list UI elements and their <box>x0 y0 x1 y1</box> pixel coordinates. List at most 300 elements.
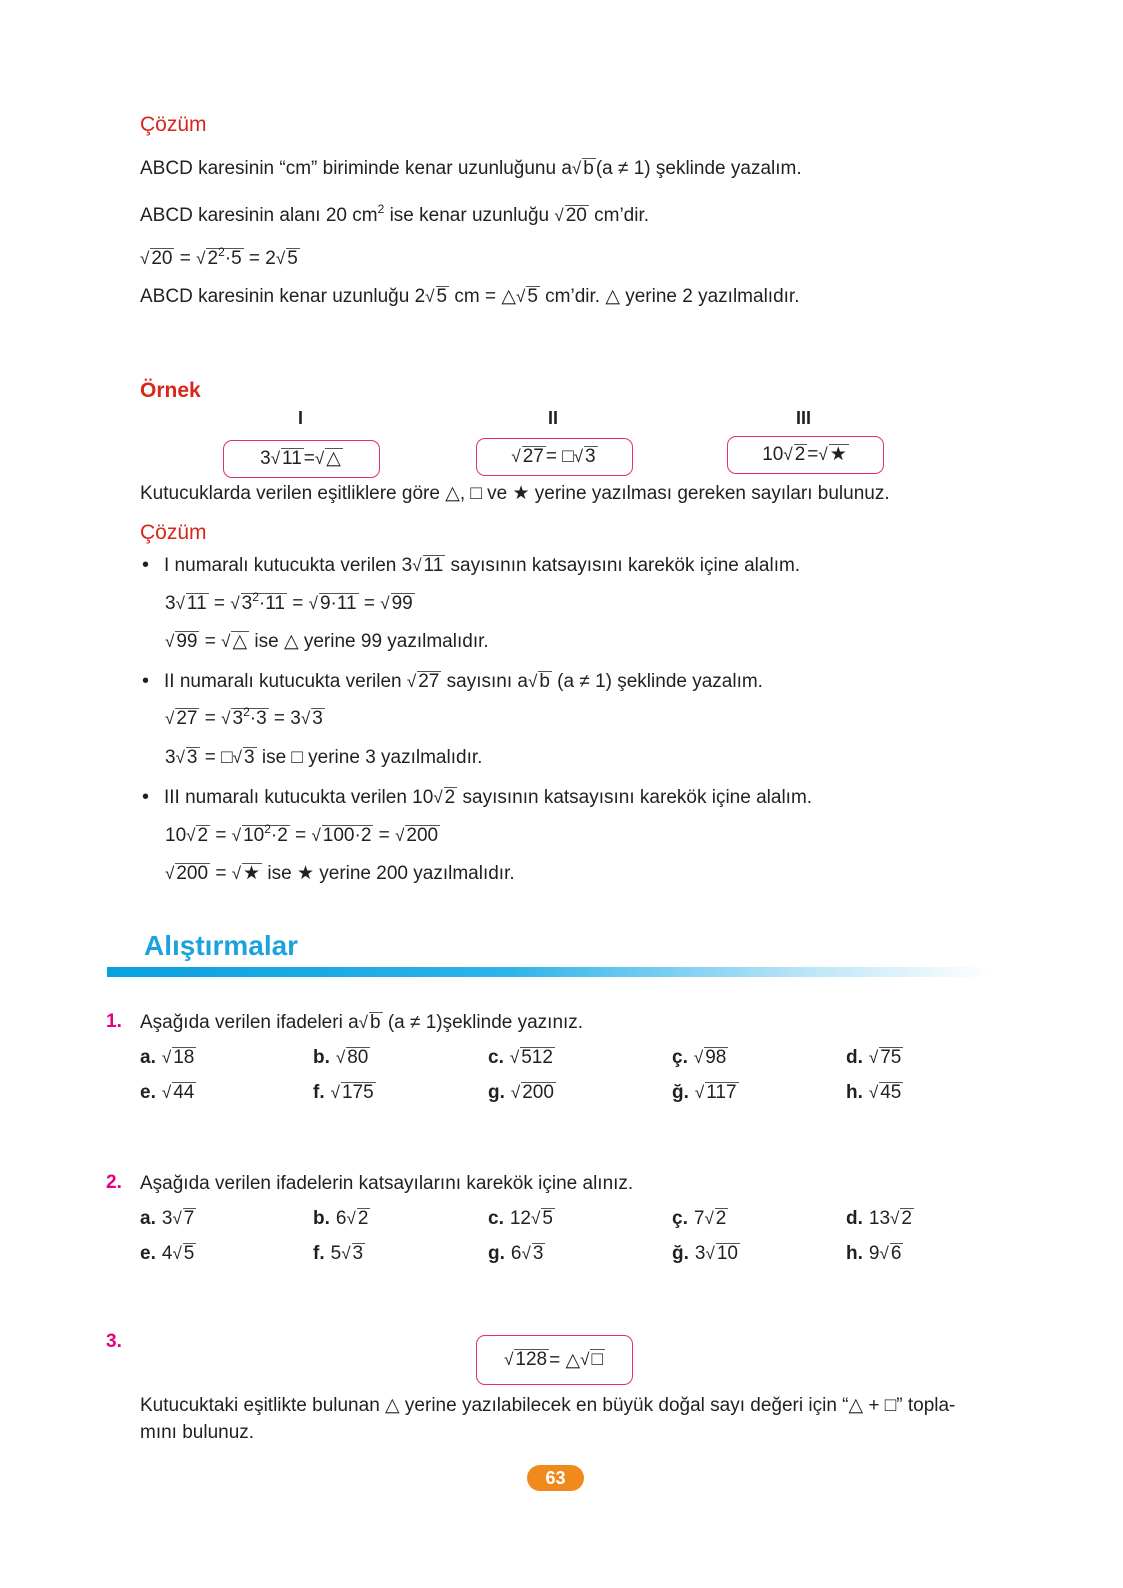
text-run: = <box>358 593 381 614</box>
square-root <box>425 285 449 309</box>
text-run: 3 <box>241 593 253 614</box>
square-root <box>869 1046 903 1070</box>
text-run: mını bulunuz. <box>140 1422 255 1443</box>
radical-sign-icon: √ <box>818 445 828 464</box>
text-run: 3 <box>312 708 323 729</box>
radical-sign-icon: √ <box>554 206 564 225</box>
square-root <box>176 746 200 770</box>
radicand <box>584 446 598 467</box>
text-run: 3 <box>352 1243 364 1264</box>
square-root <box>380 592 414 616</box>
solution-line <box>164 786 812 810</box>
radical-sign-icon: √ <box>172 1209 182 1228</box>
radical-sign-icon: √ <box>868 1083 879 1102</box>
text-run: = □ <box>199 747 233 768</box>
radical-sign-icon: √ <box>425 287 435 306</box>
radical-sign-icon: √ <box>172 1244 182 1263</box>
option-label: a. <box>140 1047 156 1068</box>
radicand <box>538 671 552 692</box>
radicand <box>243 747 257 768</box>
square-root <box>521 1242 545 1266</box>
text-run: 6 <box>510 1243 522 1264</box>
radicand <box>186 593 209 614</box>
radical-sign-icon: √ <box>175 594 185 613</box>
square-root <box>301 707 325 731</box>
text-run: = △ <box>549 1349 581 1371</box>
square-root <box>230 592 287 616</box>
exponent: 2 <box>218 245 225 259</box>
exponent: 2 <box>252 590 259 604</box>
square-root <box>140 247 174 271</box>
square-root <box>232 862 262 886</box>
radical-sign-icon: √ <box>221 709 231 728</box>
radicand <box>241 590 287 614</box>
square-root <box>695 1081 739 1105</box>
radical-sign-icon: √ <box>395 826 405 845</box>
text-run: 3 <box>165 593 176 614</box>
radicand <box>541 1208 555 1229</box>
radicand <box>242 822 290 846</box>
option-label: f. <box>313 1082 325 1103</box>
option-label: e. <box>140 1243 156 1264</box>
radicand <box>286 248 300 269</box>
square-root <box>221 707 269 731</box>
square-root <box>172 1242 196 1266</box>
radicand <box>565 205 589 226</box>
radicand <box>405 825 440 846</box>
text-run: □ <box>591 1349 603 1370</box>
option-label: ç. <box>672 1208 688 1229</box>
text-run: 3 <box>165 747 176 768</box>
radical-sign-icon: √ <box>380 594 390 613</box>
text-run: ·5 <box>224 248 242 269</box>
text-run: 9·11 <box>319 593 357 614</box>
bullet-icon: • <box>142 554 150 576</box>
option-label: g. <box>488 1243 505 1264</box>
solution-line <box>165 746 482 770</box>
example-box-2 <box>476 438 633 476</box>
text-run: sayısının katsayısını karekök içine alalım. <box>445 555 801 576</box>
option-label: f. <box>313 1243 325 1264</box>
radical-sign-icon: √ <box>705 1244 715 1263</box>
exponent: 2 <box>377 202 385 216</box>
square-root <box>572 157 596 181</box>
solution-line <box>164 670 763 694</box>
text-run: Aşağıda verilen ifadeleri a <box>140 1012 359 1033</box>
radicand <box>231 705 268 729</box>
option-label: b. <box>313 1208 330 1229</box>
text-run: 10 <box>243 825 265 846</box>
text-run: = 3 <box>268 708 301 729</box>
radicand <box>705 1082 738 1103</box>
radical-sign-icon: √ <box>230 594 240 613</box>
exercise-option <box>672 1046 728 1070</box>
option-label: ğ. <box>672 1243 689 1264</box>
radical-sign-icon: √ <box>186 826 196 845</box>
text-run: 200 <box>176 863 209 884</box>
text-run: 5 <box>542 1208 553 1229</box>
exercise-option <box>313 1046 370 1070</box>
text-run: 20 <box>151 248 173 269</box>
text-run: b <box>583 158 594 179</box>
radicand <box>231 631 249 652</box>
option-label: h. <box>846 1082 863 1103</box>
text-run: 2 <box>794 444 806 465</box>
text-run: = <box>289 825 312 846</box>
radical-sign-icon: √ <box>140 249 150 268</box>
radicand <box>186 747 200 768</box>
text-run: = 2 <box>243 248 276 269</box>
square-root <box>694 1046 728 1070</box>
text-run: △ <box>326 448 341 469</box>
text-run: III numaralı kutucukta verilen 10 <box>164 787 434 808</box>
square-root <box>165 630 199 654</box>
radicand <box>352 1243 366 1264</box>
square-root <box>311 824 373 848</box>
exercise-option <box>846 1046 903 1070</box>
text-run: 3 <box>532 1243 544 1264</box>
square-root <box>890 1207 914 1231</box>
exercise-number: 1. <box>106 1011 122 1032</box>
text-run: 100·2 <box>322 825 372 846</box>
option-label: h. <box>846 1243 863 1264</box>
option-label: a. <box>140 1208 156 1229</box>
solution-heading: Çözüm <box>140 521 207 544</box>
option-label: d. <box>846 1047 863 1068</box>
exercise-option <box>140 1242 196 1266</box>
roman-label-3: III <box>796 408 812 428</box>
exercise-prompt <box>140 1011 583 1035</box>
example-heading: Örnek <box>140 379 201 402</box>
text-run: △ <box>232 631 248 652</box>
square-root <box>433 786 457 810</box>
bullet-icon: • <box>142 670 150 692</box>
text-run: 2 <box>901 1208 912 1229</box>
text-run: 3 <box>694 1243 706 1264</box>
square-root <box>554 204 588 228</box>
radicand <box>242 863 262 884</box>
solution-line <box>140 204 649 228</box>
text-run: 3 <box>585 446 596 467</box>
radicand <box>341 1082 376 1103</box>
radical-sign-icon: √ <box>571 159 582 178</box>
square-root <box>359 1011 383 1035</box>
text-run: 2 <box>207 248 219 269</box>
text-run: = <box>208 593 231 614</box>
radicand <box>150 248 174 269</box>
square-root <box>336 1046 370 1070</box>
radical-sign-icon: √ <box>515 287 526 306</box>
radical-sign-icon: √ <box>783 445 793 464</box>
square-root <box>510 1046 555 1070</box>
text-run: cm’dir. △ yerine 2 yazılmalıdır. <box>539 286 800 307</box>
square-root <box>528 670 552 694</box>
square-root <box>172 1207 196 1231</box>
example-box-3 <box>727 436 884 474</box>
text-run: ·11 <box>258 593 285 614</box>
square-root <box>531 1207 555 1231</box>
text-run: = <box>303 448 315 469</box>
text-run: I numaralı kutucukta verilen 3 <box>164 555 413 576</box>
solution-line <box>140 247 300 271</box>
text-run: 3 <box>161 1208 173 1229</box>
text-run: 200 <box>406 825 439 846</box>
exercise-option <box>846 1207 914 1231</box>
radical-sign-icon: √ <box>509 1048 520 1067</box>
text-run: 2 <box>357 1208 369 1229</box>
radical-sign-icon: √ <box>412 556 422 575</box>
radical-sign-icon: √ <box>221 632 231 651</box>
text-run: 11 <box>186 593 207 614</box>
radicand <box>423 555 446 576</box>
solution-line <box>165 824 440 848</box>
text-run: ABCD karesinin kenar uzunluğu 2 <box>140 286 426 307</box>
radical-sign-icon: √ <box>335 1048 346 1067</box>
text-run: = <box>174 248 197 269</box>
text-run: ABCD karesinin alanı 20 cm <box>140 205 378 226</box>
text-run: 5 <box>287 248 298 269</box>
radicand <box>183 1243 197 1264</box>
bullet-icon: • <box>142 786 150 808</box>
radicand <box>715 1208 729 1229</box>
exercise-number: 2. <box>106 1172 122 1193</box>
text-run: = <box>199 708 222 729</box>
radicand <box>704 1047 728 1068</box>
text-run: = <box>807 444 819 465</box>
text-run: 9 <box>868 1243 880 1264</box>
square-root <box>233 746 257 770</box>
radicand <box>391 593 415 614</box>
radicand <box>890 1243 904 1264</box>
exercise-option <box>672 1081 739 1105</box>
square-root <box>574 446 598 468</box>
text-run: (a ≠ 1) şeklinde yazalım. <box>551 671 763 692</box>
solution-line <box>165 862 515 886</box>
text-run: ★ <box>243 863 261 884</box>
text-run: 3 <box>186 747 198 768</box>
text-run: 27 <box>418 671 440 692</box>
radical-sign-icon: √ <box>330 1083 340 1102</box>
text-run: Kutucuklarda verilen eşitliklere göre △, □ ve ★ yerine yazılması gereken sayıları bulunuz. <box>140 483 890 504</box>
option-label: ç. <box>672 1047 688 1068</box>
exercise-option <box>846 1081 903 1105</box>
square-root <box>331 1081 376 1105</box>
radical-sign-icon: √ <box>704 1209 714 1228</box>
text-run: 11 <box>423 555 444 576</box>
text-run: ise △ yerine 99 yazılmalıdır. <box>249 631 489 652</box>
radicand <box>900 1208 914 1229</box>
radical-sign-icon: √ <box>358 1013 368 1032</box>
solution-line <box>165 592 415 616</box>
radicand <box>281 448 304 469</box>
radicand <box>417 671 441 692</box>
exercise-option <box>140 1046 196 1070</box>
radicand <box>175 708 199 729</box>
text-run: cm’dir. <box>588 205 650 226</box>
exercise-text <box>140 1421 254 1445</box>
text-run: 128 <box>515 1349 548 1370</box>
text-run: 3 <box>232 708 244 729</box>
text-run: b <box>369 1012 381 1033</box>
exercise-option <box>488 1207 555 1231</box>
text-run: ★ <box>829 444 847 465</box>
radical-sign-icon: √ <box>175 748 185 767</box>
square-root <box>504 1349 549 1371</box>
radicand <box>520 1047 555 1068</box>
radicand <box>794 444 808 465</box>
option-label: g. <box>488 1082 505 1103</box>
exercise-option <box>672 1242 740 1266</box>
square-root <box>346 1207 370 1231</box>
text-run: 80 <box>347 1047 369 1068</box>
square-root <box>165 862 210 886</box>
square-root <box>232 824 290 848</box>
radical-sign-icon: √ <box>300 709 311 728</box>
text-run: sayısının katsayısını karekök içine alalım. <box>457 787 813 808</box>
radical-sign-icon: √ <box>531 1209 541 1228</box>
text-run: Kutucuktaki eşitlikte bulunan △ yerine yazılabilecek en büyük doğal sayı değeri için “△ + □” topla- <box>140 1395 956 1416</box>
option-label: e. <box>140 1082 156 1103</box>
radicand <box>879 1082 903 1103</box>
text-run: 10 <box>165 825 187 846</box>
exercise-option <box>672 1207 728 1231</box>
radicand <box>346 1047 370 1068</box>
roman-label-2: II <box>548 408 559 428</box>
radicand <box>532 1243 546 1264</box>
text-run: 117 <box>706 1082 737 1103</box>
radicand <box>444 787 458 808</box>
text-run: = <box>210 825 232 846</box>
radical-sign-icon: √ <box>433 788 443 807</box>
square-root <box>176 592 209 616</box>
radical-sign-icon: √ <box>341 1244 351 1263</box>
text-run: 5 <box>436 286 448 307</box>
square-root <box>162 1046 196 1070</box>
text-run: 5 <box>330 1243 342 1264</box>
text-run: = <box>199 631 222 652</box>
radical-sign-icon: √ <box>232 748 242 767</box>
example-question <box>140 482 890 506</box>
square-root <box>705 1242 739 1266</box>
radicand <box>369 1012 383 1033</box>
radicand <box>526 286 540 307</box>
exercise-option <box>140 1081 196 1105</box>
radical-sign-icon: √ <box>231 864 242 883</box>
radicand <box>582 158 596 179</box>
text-run: 99 <box>176 631 198 652</box>
text-run: 6 <box>335 1208 347 1229</box>
square-root <box>162 1081 196 1105</box>
exponent: 2 <box>243 705 250 719</box>
square-root <box>407 670 441 694</box>
text-run: (a ≠ 1) şeklinde yazalım. <box>595 158 802 179</box>
radical-sign-icon: √ <box>196 249 206 268</box>
square-root <box>412 554 445 578</box>
text-run: 10 <box>716 1243 738 1264</box>
text-run: 27 <box>522 446 544 467</box>
exponent: 2 <box>264 822 271 836</box>
text-run: 175 <box>341 1082 374 1103</box>
square-root <box>196 247 244 271</box>
text-run: 75 <box>880 1047 902 1068</box>
solution-line <box>165 630 489 654</box>
radical-sign-icon: √ <box>406 672 417 691</box>
text-run: 7 <box>693 1208 705 1229</box>
square-root <box>165 707 199 731</box>
text-run: 200 <box>522 1082 554 1103</box>
radical-sign-icon: √ <box>314 449 325 468</box>
text-run: 6 <box>890 1243 902 1264</box>
square-root <box>511 1081 556 1105</box>
radicand <box>514 1349 549 1370</box>
section-divider-bar <box>107 967 992 977</box>
solution-line <box>164 554 800 578</box>
radical-sign-icon: √ <box>275 249 286 268</box>
radical-sign-icon: √ <box>868 1048 879 1067</box>
text-run: 11 <box>282 448 302 469</box>
square-root <box>818 444 848 466</box>
radical-sign-icon: √ <box>161 1083 172 1102</box>
exercise-box <box>476 1335 633 1385</box>
radicand <box>716 1243 740 1264</box>
square-root <box>315 448 343 470</box>
square-root <box>869 1081 903 1105</box>
radicand <box>357 1208 371 1229</box>
radicand <box>172 1047 196 1068</box>
radicand <box>829 444 849 465</box>
radicand <box>196 825 210 846</box>
text-run: ise □ yerine 3 yazılmalıdır. <box>256 747 483 768</box>
text-run: 20 <box>565 205 587 226</box>
text-run: 13 <box>868 1208 891 1229</box>
exercise-option <box>313 1207 370 1231</box>
text-run: 44 <box>173 1082 195 1103</box>
text-run: (a ≠ 1)şeklinde yazınız. <box>382 1012 584 1033</box>
radicand <box>183 1208 197 1229</box>
solution-line <box>165 707 325 731</box>
radicand <box>879 1047 903 1068</box>
exercise-option <box>488 1046 555 1070</box>
radical-sign-icon: √ <box>694 1083 705 1102</box>
radicand <box>175 863 210 884</box>
radical-sign-icon: √ <box>231 826 242 845</box>
radical-sign-icon: √ <box>510 1083 521 1102</box>
text-run: = <box>373 825 396 846</box>
radical-sign-icon: √ <box>165 632 175 651</box>
option-label: b. <box>313 1047 330 1068</box>
radical-sign-icon: √ <box>161 1048 172 1067</box>
exercise-number: 3. <box>106 1331 122 1352</box>
text-run: ise kenar uzunluğu <box>384 205 555 226</box>
radical-sign-icon: √ <box>308 594 318 613</box>
square-root <box>516 285 540 309</box>
text-run: 5 <box>183 1243 195 1264</box>
radicand <box>206 245 243 269</box>
text-run: Aşağıda verilen ifadelerin katsayılarını karekök içine alınız. <box>140 1173 634 1194</box>
text-run: 27 <box>176 708 198 729</box>
example-box-1 <box>223 440 380 478</box>
radical-sign-icon: √ <box>165 709 175 728</box>
text-run: 10 <box>762 444 784 465</box>
square-root <box>186 824 210 848</box>
text-run: ABCD karesinin “cm” biriminde kenar uzunluğunu a <box>140 158 572 179</box>
radicand <box>590 1349 604 1370</box>
exercise-option <box>313 1242 365 1266</box>
text-run: 45 <box>880 1082 902 1103</box>
radicand <box>325 448 343 469</box>
text-run: ise ★ yerine 200 yazılmalıdır. <box>262 863 515 884</box>
square-root <box>341 1242 365 1266</box>
